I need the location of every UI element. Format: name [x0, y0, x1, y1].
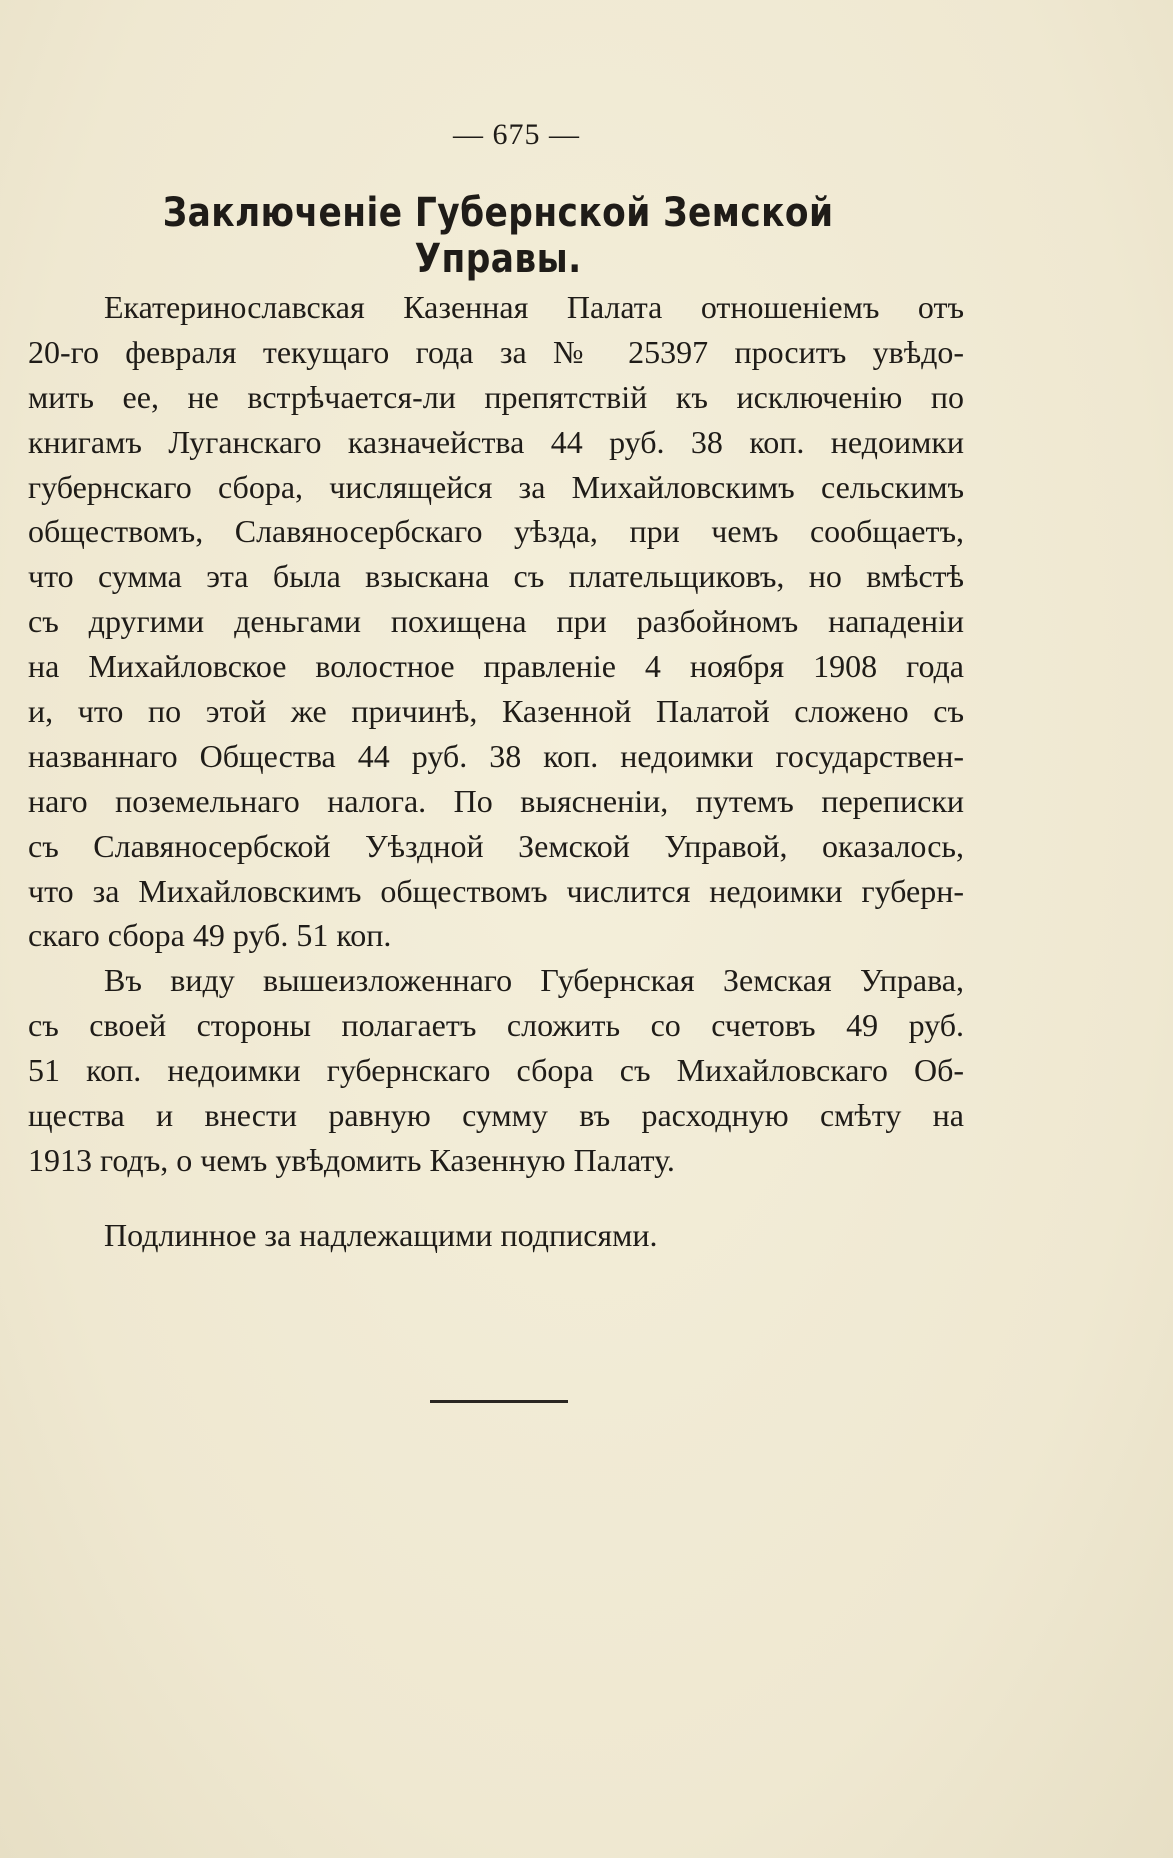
text-line: что за Михайловскимъ обществомъ числится недоимки губерн-	[28, 872, 964, 909]
signature-note: Подлинное за надлежащими подписями.	[104, 1217, 658, 1253]
text-line: наго поземельнаго налога. По выясненіи, путемъ переписки	[28, 782, 964, 819]
text-line: 51 коп. недоимки губернскаго сбора съ Михайловскаго Об-	[28, 1052, 964, 1089]
text-line: 1913 годъ, о чемъ увѣдомить Казенную Палату.	[28, 1141, 675, 1178]
text-line: скаго сбора 49 руб. 51 коп.	[28, 917, 392, 954]
text-line: мить ее, не встрѣчается-ли препятствій къ исключенію по	[28, 378, 964, 415]
text-line: губернскаго сбора, числящейся за Михайловскимъ сельскимъ	[28, 468, 964, 505]
end-rule	[430, 1400, 568, 1403]
text-line: на Михайловское волостное правленіе 4 ноября 1908 года	[28, 648, 964, 685]
text-line: щества и внести равную сумму въ расходную смѣту на	[28, 1097, 964, 1134]
document-title: Заключеніе Губернской Земской Управы.	[162, 190, 834, 282]
text-line: съ своей стороны полагаетъ сложить со счетовъ 49 руб.	[28, 1007, 964, 1044]
text-line: Екатеринославская Казенная Палата отношеніемъ отъ	[104, 289, 964, 325]
text-line: 20-го февраля текущаго года за № 25397 проситъ увѣдо-	[28, 333, 964, 370]
text-line: что сумма эта была взыскана съ плательщиковъ, но вмѣстѣ	[28, 558, 964, 595]
text-line: названнаго Общества 44 руб. 38 коп. недоимки государствен-	[28, 737, 964, 774]
text-line: книгамъ Луганскаго казначейства 44 руб. 38 коп. недоимки	[28, 423, 964, 460]
text-line: Въ виду вышеизложеннаго Губернская Земская Управа,	[104, 962, 964, 999]
text-line: и, что по этой же причинѣ, Казенной Палатой сложено съ	[28, 693, 964, 730]
page-number: — 675 —	[453, 118, 580, 151]
body-text	[28, 285, 964, 1183]
text-line: съ Славяносербской Уѣздной Земской Управой, оказалось,	[28, 827, 964, 864]
text-line: съ другими деньгами похищена при разбойномъ нападеніи	[28, 603, 964, 640]
text-line: обществомъ, Славяносербскаго уѣзда, при чемъ сообщаетъ,	[28, 513, 964, 550]
